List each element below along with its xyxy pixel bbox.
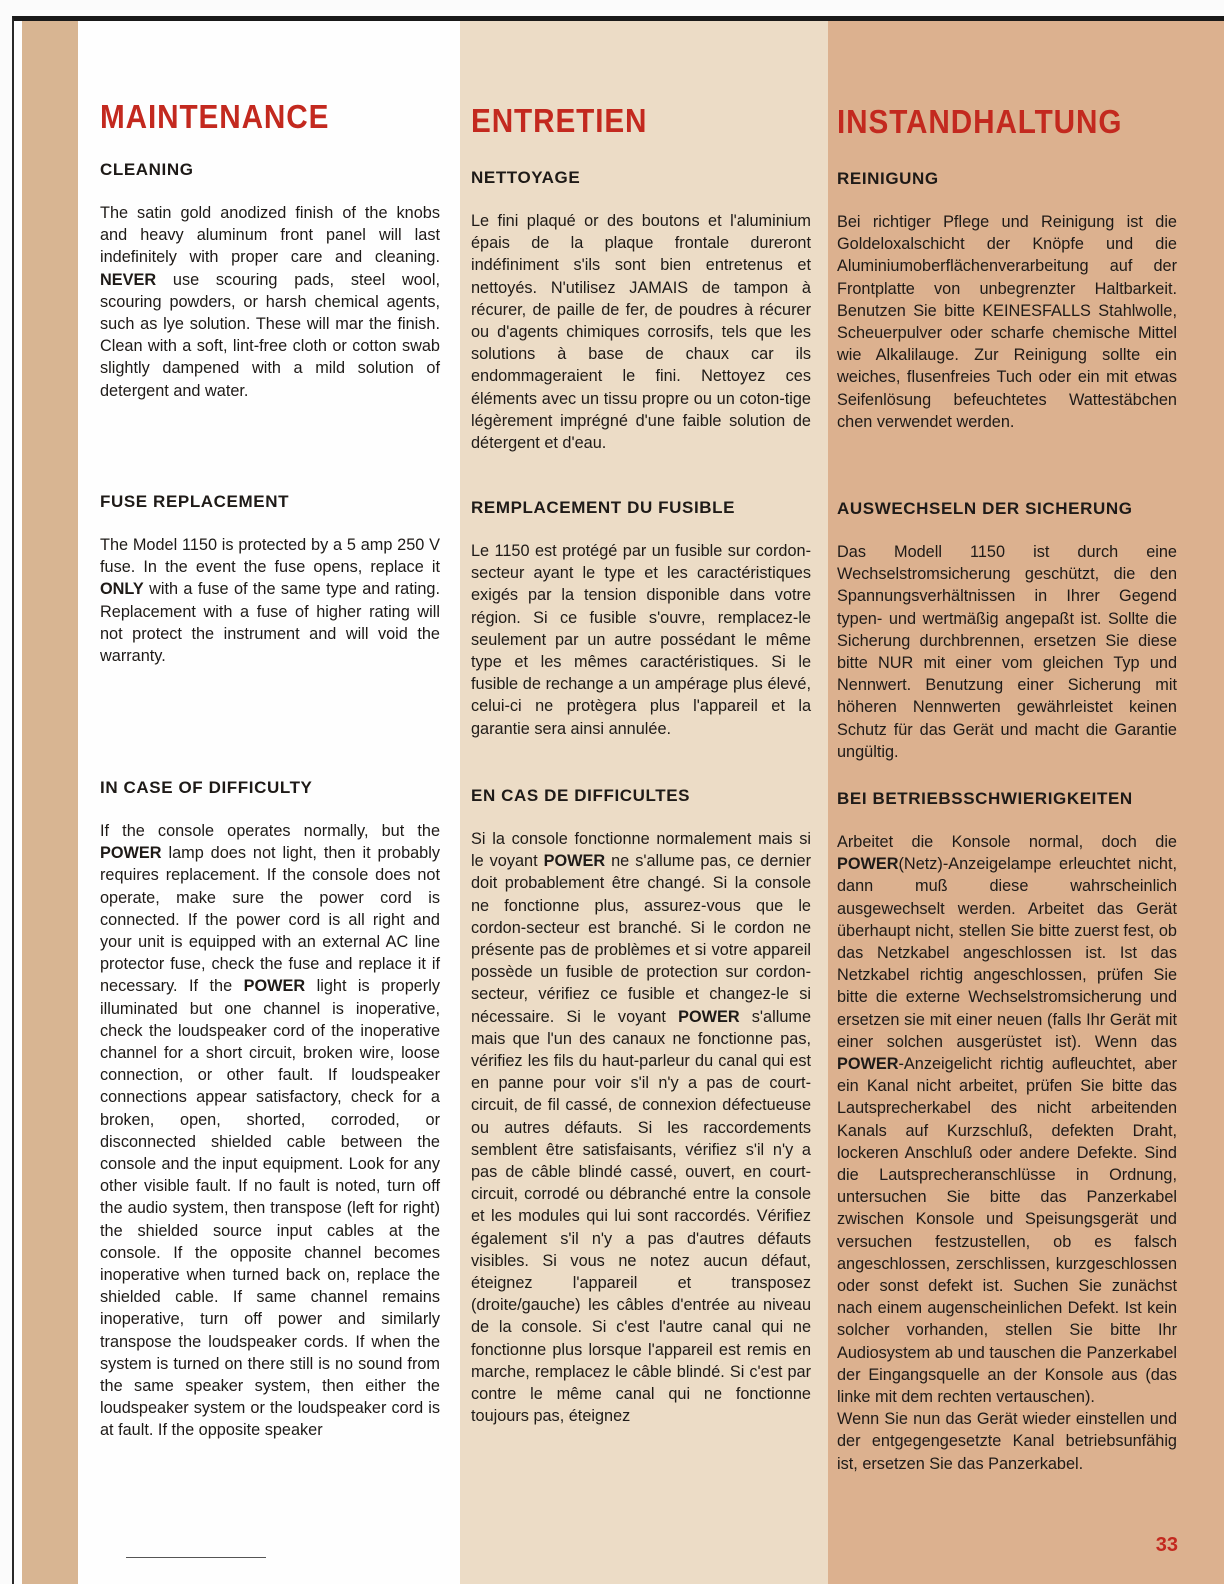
body-paragraph xyxy=(837,541,1177,763)
text-run: lamp does not light, then it probably requires replacement. If the console does not operate, make sure the power cord is connected. If the power cord is all right and your unit is equipped with an external AC line protector fuse, check the fuse and replace it if necessary. If the xyxy=(100,844,440,996)
text-run: Wenn Sie nun das Gerät wieder einstellen und der entgegengesetzte Kanal betriebsunfähig ist, ersetzen Sie das Panzerkabel. xyxy=(837,1410,1177,1473)
bold-term: POWER xyxy=(243,977,306,996)
english-title: MAINTENANCE xyxy=(100,98,330,135)
section xyxy=(837,169,1177,433)
body-paragraph xyxy=(837,1408,1177,1475)
text-run: If the console operates normally, but the xyxy=(100,822,440,840)
text-run: s'allume mais que l'un des canaux ne fonctionne pas, vérifiez les fils du haut-parleur du canal qui est en panne pour voir s'il n'y a pas de court-circuit, de fil cassé, de connexion défectueuse ou autres défauts. Si les raccordements semblent être satisfaisants, vérifiez s'il n'y a pas de câble blindé cassé, ouvert, en court-circuit, corrodé ou débranché entre la console et les modules qui lui sont raccordés. Vérifiez également s'il n'y a pas d'autres défauts visibles. Si vous ne notez aucun défaut, éteignez l'appareil et transposez (droite/gauche) les câbles d'entrée au niveau de la console. Si c'est l'autre canal qui ne fonctionne plus lorsque l'appareil est remis en marche, remplacez le câble blindé. Si c'est par contre le même canal qui ne fonctionne toujours pas, éteignez xyxy=(471,1007,811,1426)
footnote-rule xyxy=(126,1557,266,1558)
text-run: light is properly illuminated but one channel is inoperative, check the loudspeaker cord of the inoperative channel for a short circuit, broken wire, loose connection, or other fault. If loudspeaker connections appear satisfactory, check for a broken, open, shorted, corroded, or disconnected shielded cable between the console and the input equipment. Look for any other visible fault. If no fault is noted, turn off the audio system, then transpose (left for right) the shielded source input cables at the console. If the opposite channel becomes inoperative when turned back on, replace the shielded cable. If same channel remains inoperative, turn off power and similarly transpose the loudspeaker cords. If when the system is turned on there still is no sound from the same speaker system, then either the loudspeaker system or the loudspeaker cord is at fault. If the opposite speaker xyxy=(100,977,440,1440)
body-paragraph xyxy=(471,210,811,454)
text-run: -Anzeigelicht richtig aufleuchtet, aber ein Kanal nicht arbeitet, prüfen Sie bitte das Lautsprecherkabel des nicht arbeitenden Kanals auf Kurzschluß, defekten Draht, lockeren Anschluß oder andere Defekte. Sind die Lautsprecheranschlüsse in Ordnung, untersuchen Sie bitte das Panzerkabel zwischen Konsole und Speisungsgerät und versuchen festzustellen, ob es falsch angeschlossen, zerschlissen, kurzgeschlossen oder sonst defekt ist. Suchen Sie zunächst nach einem augenscheinlichen Defekt. Ist kein solcher vorhanden, stellen Sie bitte Ihr Audiosystem ab und tauschen die Panzerkabel der Eingangsquelle an der Konsole aus (das linke mit dem rechten vertauschen). xyxy=(837,1055,1177,1407)
text-run: Le 1150 est protégé par un fusible sur cordon-secteur ayant le type et les caractéristiques exigés par la tension disponible dans votre région. Si ce fusible s'ouvre, remplacez-le seulement par un autre possédant le même type et les mêmes caractéristiques. Si le fusible de rechange a un ampérage plus élevé, celui-ci ne protègera plus l'appareil et la garantie sera ainsi annulée. xyxy=(471,542,811,738)
section-heading: IN CASE OF DIFFICULTY xyxy=(100,778,313,797)
section-heading: NETTOYAGE xyxy=(471,168,581,187)
body-paragraph xyxy=(837,211,1177,433)
section-heading: FUSE REPLACEMENT xyxy=(100,492,290,511)
text-run: use scouring pads, steel wool, scouring powders, or harsh chemical agents, such as lye solution. These will mar the finish. Clean with a soft, lint-free cloth or cotton swab slightly dampened with a mild solution of detergent and water. xyxy=(100,270,440,400)
body-paragraph xyxy=(100,534,440,667)
bold-term: POWER xyxy=(678,1007,740,1026)
bold-term: POWER xyxy=(100,844,162,863)
body-paragraph xyxy=(471,828,811,1427)
section xyxy=(471,786,811,1427)
section-heading: EN CAS DE DIFFICULTES xyxy=(471,786,691,805)
section xyxy=(471,498,811,740)
body-paragraph xyxy=(837,831,1177,1408)
text-run: Si la console fonctionne normalement mais si le voyant xyxy=(471,830,811,871)
bold-term: POWER xyxy=(837,855,899,874)
text-run: ne s'allume pas, ce dernier doit probablement être changé. Si la console ne fonctionne plus, assurez-vous que le cordon-secteur est branché. Si le cordon ne présente pas de problèmes et si votre appareil possède un fusible de protection sur cordon-secteur, vérifiez ce fusible et changez-le si nécessaire. Si le voyant xyxy=(471,852,811,1026)
german-title: INSTANDHALTUNG xyxy=(837,103,1123,140)
text-run: Das Modell 1150 ist durch eine Wechselstromsicherung geschützt, die den Spannungsverhältnissen in Ihrer Gegend typen- und wertmäßig angepaßt ist. Sollte die Sicherung durchbrennen, ersetzen Sie diese bitte NUR mit einer vom gleichen Typ und Nennwert. Benutzung einer Sicherung mit höheren Nennwerten gewährleistet keinen Schutz für das Gerät und macht die Garantie ungültig. xyxy=(837,543,1177,761)
section-heading: AUSWECHSELN DER SICHERUNG xyxy=(837,499,1133,518)
body-paragraph xyxy=(100,820,440,1442)
section xyxy=(100,778,440,1442)
french-title: ENTRETIEN xyxy=(471,102,648,139)
bold-term: POWER xyxy=(543,852,606,871)
body-paragraph xyxy=(471,540,811,740)
section-heading: BEI BETRIEBSSCHWIERIGKEITEN xyxy=(837,789,1133,808)
section xyxy=(100,492,440,667)
text-run: with a fuse of the same type and rating. Replacement with a fuse of higher rating will not protect the instrument and will void the warranty. xyxy=(100,580,440,666)
bold-term: NEVER xyxy=(100,270,157,289)
section-heading: REMPLACEMENT DU FUSIBLE xyxy=(471,498,736,517)
text-run: The satin gold anodized finish of the knobs and heavy aluminum front panel will last indefinitely with proper care and cleaning. xyxy=(100,204,440,267)
text-run: The Model 1150 is protected by a 5 amp 250 V fuse. In the event the fuse opens, replace it xyxy=(100,536,440,577)
text-run: Bei richtiger Pflege und Reinigung ist die Goldeloxalschicht der Knöpfe und die Aluminiumoberflächenverarbeitung auf der Frontplatte von unbegrenzter Haltbarkeit. Benutzen Sie bitte KEINESFALLS Stahlwolle, Scheuerpulver oder scharfe chemische Mittel wie Alkalilauge. Zur Reinigung sollte ein weiches, flusenfreies Tuch oder ein mit etwas Seifenlösung befeuchtetes Wattestäbchen chen verwendet werden. xyxy=(837,213,1177,431)
section xyxy=(837,499,1177,763)
section-heading: CLEANING xyxy=(100,160,194,179)
margin-strip xyxy=(22,21,78,1584)
text-run: (Netz)-Anzeigelampe erleuchtet nicht, dann muß diese wahrscheinlich ausgewechselt werden. Arbeitet das Gerät überhaupt nicht, stellen Sie bitte zuerst fest, ob das Netzkabel angeschlossen ist. Ist das Netzkabel richtig angeschlossen, prüfen Sie bitte die externe Wechselstromsicherung und ersetzen sie mit einer neuen (falls Ihr Gerät mit einer solchen ausgerüstet ist). Wenn das xyxy=(837,855,1177,1051)
text-run: Arbeitet die Konsole normal, doch die xyxy=(837,833,1177,851)
page-number: 33 xyxy=(1155,1534,1178,1556)
bold-term: ONLY xyxy=(100,580,144,599)
bold-term: POWER xyxy=(837,1055,899,1074)
body-paragraph xyxy=(100,202,440,402)
section xyxy=(100,160,440,402)
section xyxy=(471,168,811,454)
text-run: Le fini plaqué or des boutons et l'aluminium épais de la plaque frontale dureront indéfiniment s'ils sont bien entretenus et nettoyés. N'utilisez JAMAIS de tampon à récurer, de paille de fer, de poudres à récurer ou d'agents chimiques corrosifs, tels que les solutions à base de chaux car ils endommageraient le fini. Nettoyez ces éléments avec un tissu propre ou un coton-tige légèrement imprégné d'une faible solution de détergent et d'eau. xyxy=(471,212,811,453)
section xyxy=(837,789,1177,1475)
section-heading: REINIGUNG xyxy=(837,169,939,188)
